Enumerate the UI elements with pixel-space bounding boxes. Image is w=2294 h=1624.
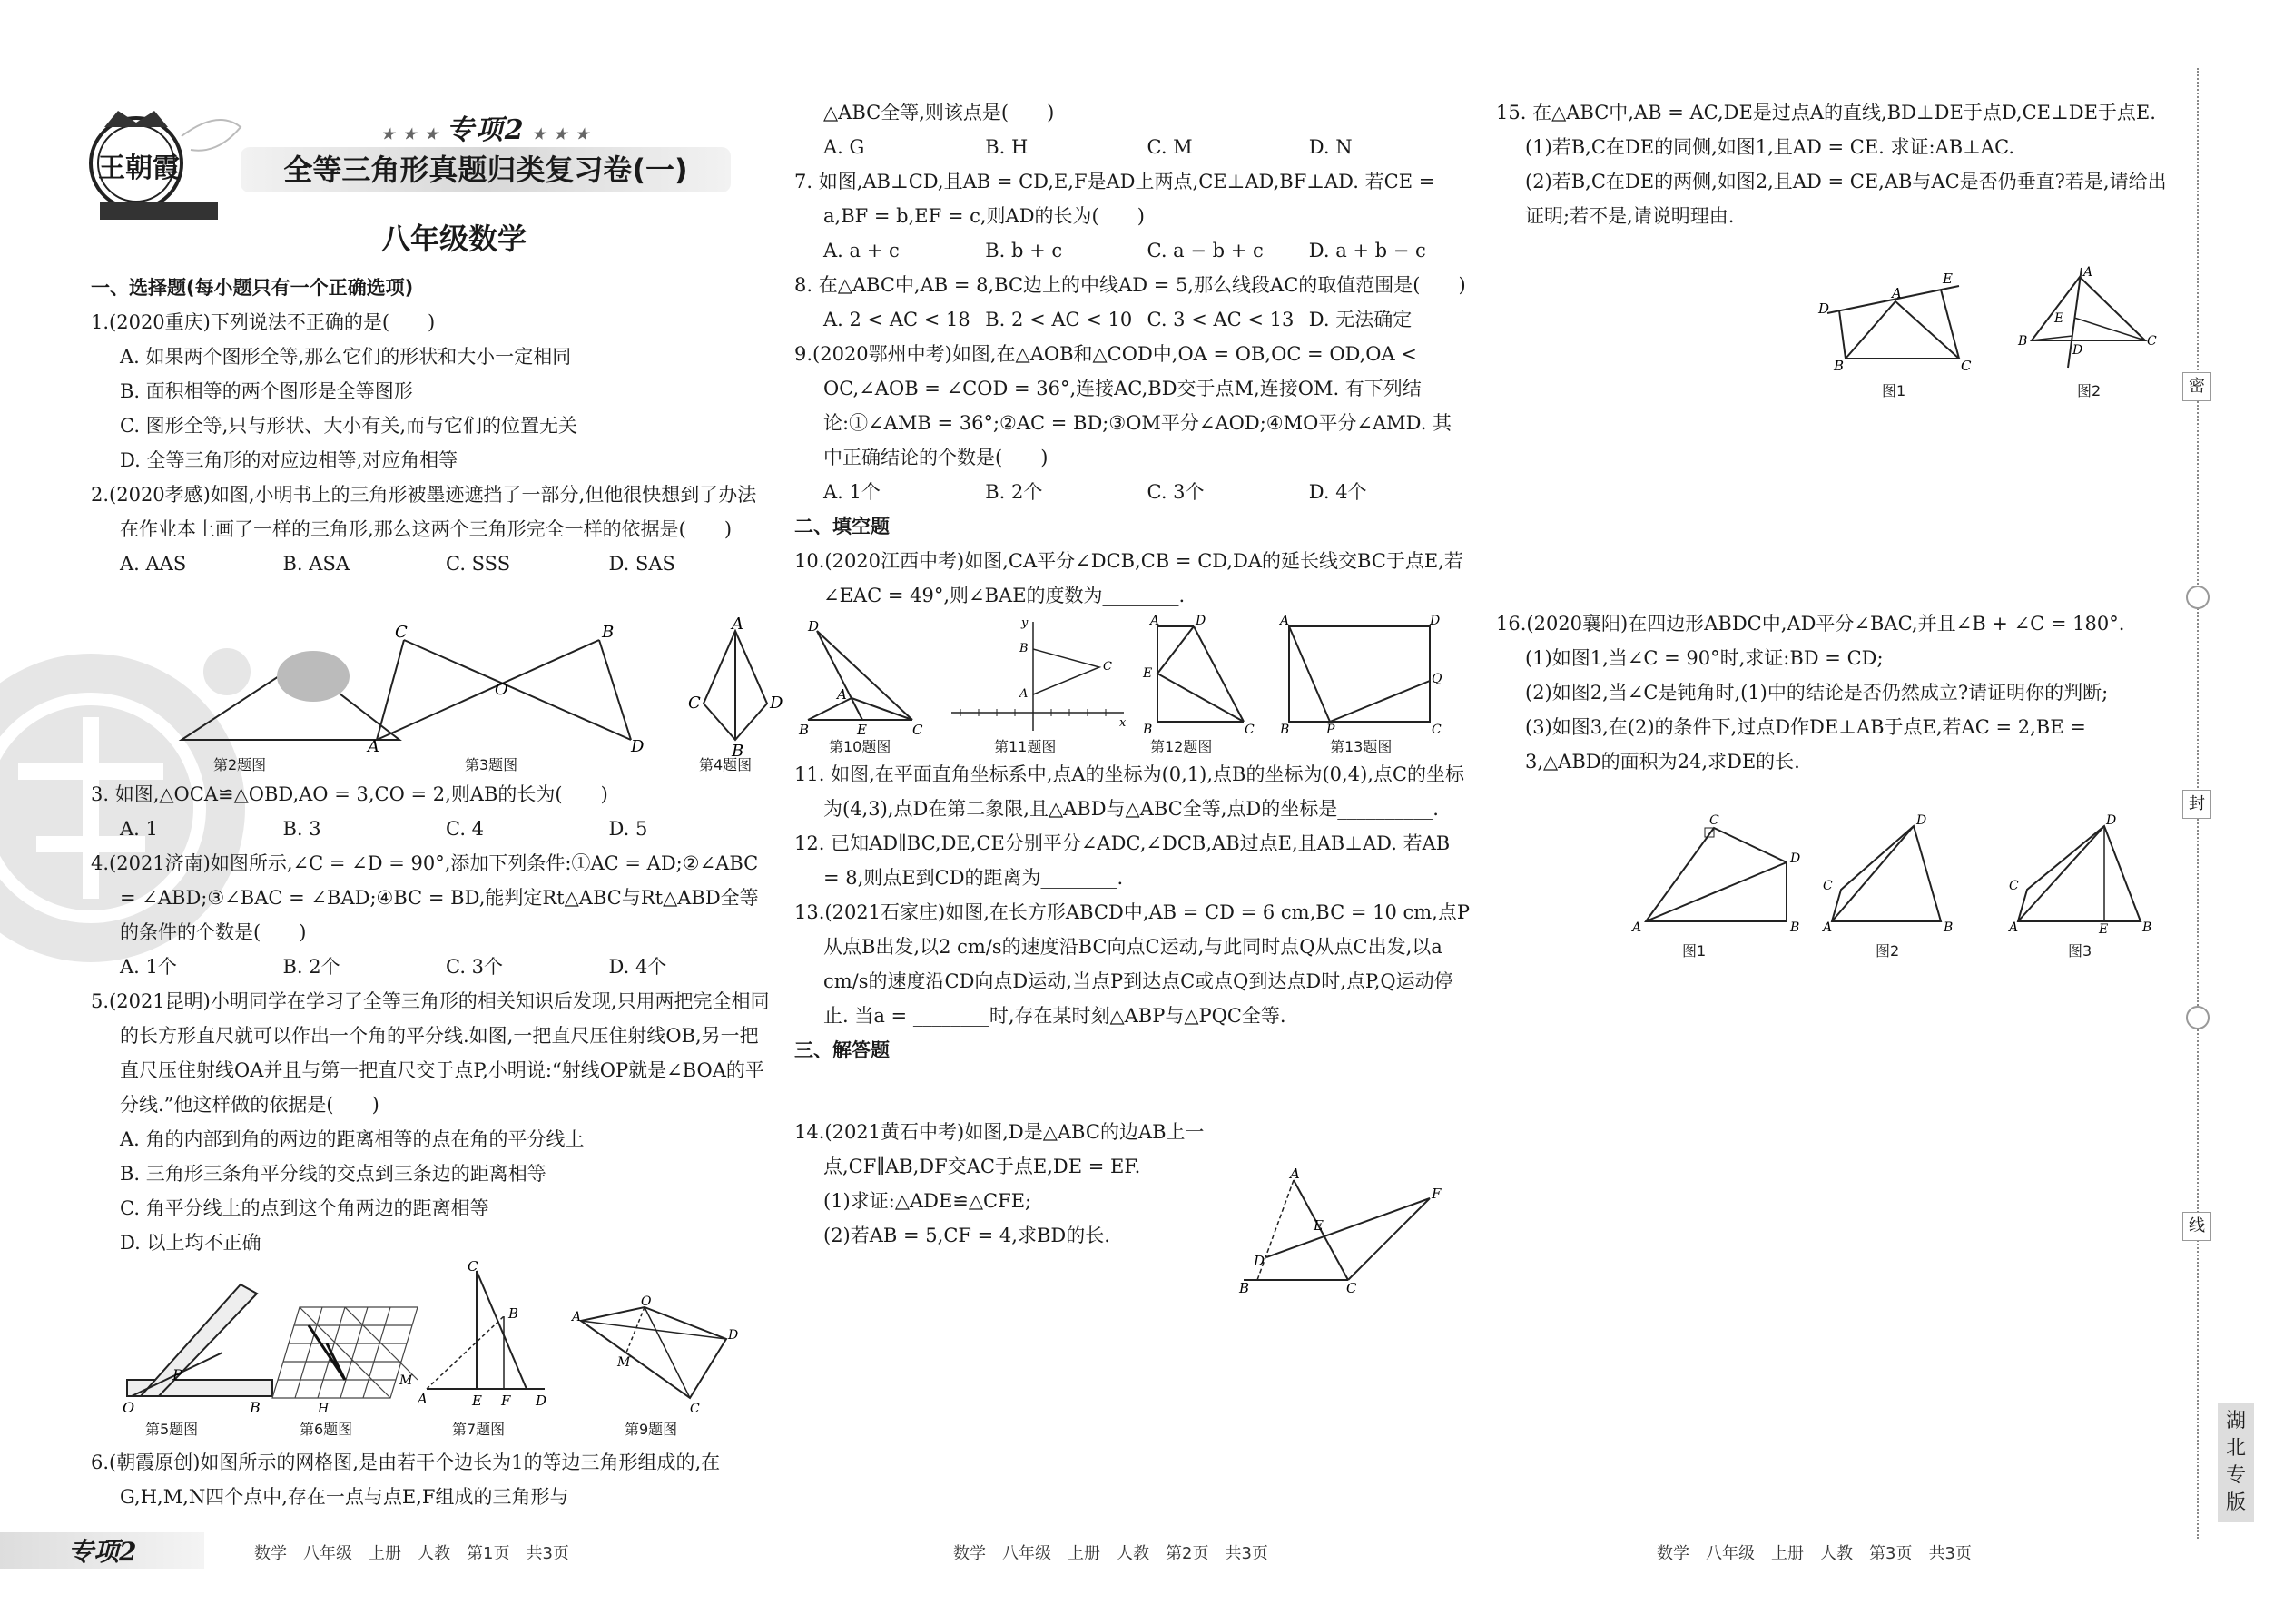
svg-text:B: B [2142, 920, 2152, 935]
footer-page-3: 数学 八年级 上册 人教 第3页 共3页 [1657, 1544, 1972, 1563]
q2-options [91, 546, 772, 581]
svg-text:D: D [2106, 813, 2117, 828]
q11-stem: 11. 如图,在平面直角坐标系中,点A的坐标为(0,1),点B的坐标为(0,4),点C的坐标为(4,3),点D在第二象限,且△ABD与△ABC全等,点D的坐标是__________. [794, 763, 1465, 820]
fig13-caption: 第13题图 [1330, 738, 1393, 755]
section-fill: 二、填空题 [794, 516, 890, 537]
q15-part-2: (2)若B,C在DE的两侧,如图2,且AD = CE,AB与AC是否仍垂直?若是,请给出证明;若不是,请说明理由. [1525, 171, 2167, 227]
svg-text:A: A [1823, 920, 1833, 935]
q1-opt-b: B. 面积相等的两个图形是全等图形 [120, 380, 413, 402]
svg-text:M: M [617, 1355, 631, 1370]
svg-text:E: E [472, 1393, 482, 1409]
q6-opt-a: A. G [823, 136, 865, 158]
q16-part-2: (2)如图2,当∠C是钝角时,(1)中的结论是否仍然成立?请证明你的判断; [1525, 682, 2109, 704]
q5-opt-b: B. 三角形三条角平分线的交点到三条边的距离相等 [120, 1163, 546, 1185]
q15-stem: 15. 在△ABC中,AB = AC,DE是过点A的直线,BD⊥DE于点D,CE⊥DE于点E. [1496, 102, 2156, 123]
fig15-1-caption: 图1 [1882, 382, 1906, 399]
fig10-caption: 第10题图 [829, 738, 891, 755]
q4-opt-d: D. 4个 [608, 956, 667, 978]
q3-opt-a: A. 1 [120, 818, 158, 840]
q9-opt-a: A. 1个 [823, 481, 881, 503]
svg-text:y: y [1021, 616, 1029, 630]
svg-text:B: B [1280, 723, 1290, 737]
svg-text:E: E [1314, 1217, 1324, 1234]
q15-part-1: (1)若B,C在DE的同侧,如图1,且AD = CE. 求证:AB⊥AC. [1525, 136, 2015, 158]
svg-text:D: D [2072, 343, 2083, 358]
svg-text:E: E [1943, 271, 1953, 287]
svg-text:C: C [690, 1402, 700, 1416]
figure-5 [123, 1280, 277, 1416]
svg-text:A: A [1632, 920, 1642, 935]
svg-text:C: C [912, 722, 923, 738]
q3-options [91, 812, 772, 846]
svg-text:B: B [1834, 358, 1845, 374]
figure-7 [418, 1258, 554, 1412]
q9-opt-c: C. 3个 [1147, 481, 1205, 503]
subtitle: 八年级数学 [381, 221, 527, 256]
svg-text:Q: Q [1432, 672, 1442, 686]
q2-opt-a: A. AAS [120, 553, 187, 575]
svg-text:A: A [418, 1391, 428, 1407]
svg-text:M: M [399, 1373, 413, 1388]
brand-name: 王朝霞 [98, 153, 180, 184]
q6-stem: 6.(朝霞原创)如图所示的网格图,是由若干个边长为1的等边三角形组成的,在G,H,M,N四个点中,存在一点与点E,F组成的三角形与 [91, 1452, 721, 1508]
figure-16-2 [1818, 813, 1973, 935]
svg-text:A: A [1290, 1166, 1300, 1182]
figure-12 [1130, 614, 1262, 737]
q5-opt-c: C. 角平分线上的点到这个角两边的距离相等 [120, 1197, 489, 1219]
figure-11 [947, 617, 1128, 735]
q4-opt-a: A. 1个 [120, 956, 177, 978]
svg-text:C: C [1245, 723, 1255, 737]
fig4-caption: 第4题图 [699, 756, 753, 773]
svg-text:C: C [688, 694, 701, 713]
figure-10 [799, 618, 930, 738]
svg-text:C: C [468, 1258, 478, 1275]
svg-text:E: E [857, 722, 867, 738]
fig2-caption: 第2题图 [213, 756, 267, 773]
q14-part-1: (1)求证:△ADE≌△CFE; [823, 1190, 1032, 1212]
fig11-caption: 第11题图 [994, 738, 1057, 755]
q7-options [794, 233, 1471, 268]
svg-text:C: C [1432, 723, 1442, 737]
svg-text:C: C [1103, 660, 1112, 674]
svg-text:B: B [2018, 334, 2028, 349]
q1-opt-c: C. 图形全等,只与形状、大小有关,而与它们的位置无关 [120, 415, 578, 437]
svg-text:O: O [123, 1399, 135, 1416]
q13-stem: 13.(2021石家庄)如图,在长方形ABCD中,AB = CD = 6 cm,BC = 10 cm,点P从点B出发,以2 cm/s的速度沿BC向点C运动,与此同时点Q从点C出发,以a cm/s的速度沿CD向点D运动,当点P到达点C或点Q到达点D时,点P,Q运动停止. 当a = ________时,存在某时刻△ABP与△PQC全等. [794, 901, 1470, 1027]
figure-15-1 [1814, 272, 1986, 372]
svg-text:B: B [1944, 920, 1954, 935]
fig15-2-caption: 图2 [2077, 382, 2102, 399]
svg-text:A: A [1019, 687, 1029, 701]
svg-text:D: D [728, 1328, 739, 1343]
svg-text:O: O [495, 680, 508, 699]
q16-stem: 16.(2020襄阳)在四边形ABDC中,AD平分∠BAC,并且∠B + ∠C = 180°. [1496, 613, 2125, 635]
q4-stem: 4.(2021济南)如图所示,∠C = ∠D = 90°,添加下列条件:①AC = AD;②∠ABC = ∠ABD;③∠BAC = ∠BAD;④BC = BD,能判定Rt△ABC与Rt△ABD全等的条件的个数是( ) [91, 852, 759, 943]
fig16-3-caption: 图3 [2068, 942, 2092, 960]
q12-stem: 12. 已知AD∥BC,DE,CE分别平分∠ADC,∠DCB,AB过点E,且AB⊥AD. 若AB = 8,则点E到CD的距离为________. [794, 832, 1451, 889]
svg-text:D: D [1916, 813, 1927, 828]
q3-stem: 3. 如图,△OCA≌△OBD,AO = 3,CO = 2,则AB的长为( ) [91, 783, 608, 805]
figure-14 [1239, 1166, 1448, 1296]
q2-opt-d: D. SAS [608, 553, 675, 575]
q9-opt-b: B. 2个 [985, 481, 1043, 503]
fig5-caption: 第5题图 [145, 1421, 199, 1438]
q8-opt-a: A. 2 < AC < 18 [823, 309, 970, 330]
svg-text:E: E [2054, 311, 2064, 326]
q7-opt-d: D. a + b − c [1308, 240, 1426, 261]
svg-text:C: C [1709, 813, 1719, 828]
footer-series-label: 专项2 [68, 1537, 137, 1567]
svg-text:A: A [1280, 614, 1290, 628]
q1-stem: 1.(2020重庆)下列说法不正确的是( ) [91, 311, 436, 333]
fig16-1-caption: 图1 [1682, 942, 1707, 960]
q8-opt-c: C. 3 < AC < 13 [1147, 309, 1295, 330]
q1-opt-a: A. 如果两个图形全等,那么它们的形状和大小一定相同 [120, 346, 572, 368]
fig7-caption: 第7题图 [452, 1421, 506, 1438]
q7-opt-c: C. a − b + c [1147, 240, 1264, 261]
svg-text:D: D [1790, 851, 1801, 866]
svg-text:A: A [572, 1310, 582, 1324]
q3-opt-d: D. 5 [608, 818, 648, 840]
q2-opt-b: B. ASA [282, 553, 350, 575]
footer-page-1: 数学 八年级 上册 人教 第1页 共3页 [254, 1544, 569, 1563]
q14-part-2: (2)若AB = 5,CF = 4,求BD的长. [823, 1225, 1110, 1246]
q3-opt-b: B. 3 [282, 818, 321, 840]
svg-text:P: P [1326, 723, 1335, 737]
q7-opt-b: B. b + c [985, 240, 1063, 261]
binding-hole-icon [2186, 1006, 2210, 1029]
fig12-caption: 第12题图 [1150, 738, 1213, 755]
svg-text:H: H [318, 1402, 330, 1416]
q16-part-3: (3)如图3,在(2)的条件下,过点D作DE⊥AB于点E,若AC = 2,BE = 3,△ABD的面积为24,求DE的长. [1525, 716, 2086, 773]
q2-stem: 2.(2020孝感)如图,小明书上的三角形被墨迹遮挡了一部分,但他很快想到了办法在作业本上画了一样的三角形,那么这两个三角形完全一样的依据是( ) [91, 484, 757, 540]
q6-opt-d: D. N [1308, 136, 1353, 158]
q9-stem: 9.(2020鄂州中考)如图,在△AOB和△COD中,OA = OB,OC = OD,OA < OC,∠AOB = ∠COD = 36°,连接AC,BD交于点M,连接OM. 有下列结论:①∠AMB = 36°;②AC = BD;③OM平分∠AOD;④MO平分∠AMD. 其中正确结论的个数是( ) [794, 343, 1452, 468]
svg-text:D: D [1254, 1253, 1265, 1269]
svg-text:P: P [172, 1366, 182, 1383]
fig16-2-caption: 图2 [1876, 942, 1900, 960]
page-title: 全等三角形真题归类复习卷(一) [283, 153, 688, 187]
svg-text:B: B [508, 1305, 519, 1322]
svg-text:A: A [2009, 920, 2019, 935]
footer-page-2: 数学 八年级 上册 人教 第2页 共3页 [953, 1544, 1268, 1563]
q8-opt-b: B. 2 < AC < 10 [985, 309, 1133, 330]
q6-opt-b: B. H [985, 136, 1029, 158]
svg-text:E: E [2099, 922, 2109, 937]
svg-text:D: D [1818, 300, 1830, 317]
svg-text:A: A [2083, 265, 2093, 280]
svg-text:D: D [808, 618, 820, 635]
svg-text:D: D [770, 694, 783, 713]
q4-options [91, 950, 772, 984]
svg-text:F: F [501, 1393, 511, 1409]
svg-text:D: D [1430, 614, 1441, 628]
figure-4 [672, 615, 799, 761]
q7-stem: 7. 如图,AB⊥CD,且AB = CD,E,F是AD上两点,CE⊥AD,BF⊥AD. 若CE = a,BF = b,EF = c,则AD的长为( ) [794, 171, 1435, 227]
q3-opt-c: C. 4 [446, 818, 485, 840]
q1-opt-d: D. 全等三角形的对应边相等,对应角相等 [120, 449, 458, 471]
q8-options [794, 302, 1471, 337]
figure-3 [368, 623, 649, 756]
fig9-caption: 第9题图 [625, 1421, 678, 1438]
q5-opt-d: D. 以上均不正确 [120, 1232, 261, 1254]
figure-15-2 [2018, 263, 2157, 372]
q8-stem: 8. 在△ABC中,AB = 8,BC边上的中线AD = 5,那么线段AC的取值范围是( ) [794, 274, 1466, 296]
q4-opt-b: B. 2个 [282, 956, 340, 978]
q5-opt-a: A. 角的内部到角的两边的距离相等的点在角的平分线上 [120, 1128, 585, 1150]
binding-char-1: 密 [2182, 372, 2211, 401]
svg-text:C: C [1346, 1280, 1357, 1296]
svg-text:A: A [732, 615, 743, 634]
svg-text:A: A [837, 686, 847, 703]
q4-opt-c: C. 3个 [446, 956, 504, 978]
svg-text:B: B [1239, 1280, 1250, 1296]
svg-text:C: C [1961, 358, 1972, 374]
fig6-caption: 第6题图 [300, 1421, 353, 1438]
svg-text:C: C [1823, 879, 1833, 893]
q8-opt-d: D. 无法确定 [1308, 309, 1413, 330]
fig3-caption: 第3题图 [465, 756, 518, 773]
section-choice: 一、选择题(每小题只有一个正确选项) [91, 277, 414, 299]
q2-opt-c: C. SSS [446, 553, 511, 575]
q14-stem: 14.(2021黄石中考)如图,D是△ABC的边AB上一点,CF∥AB,DF交AC于点E,DE = EF. [794, 1121, 1205, 1177]
svg-text:B: B [602, 623, 615, 642]
svg-text:D: D [536, 1393, 547, 1409]
star-icons: ★ ★ ★ [381, 125, 447, 143]
edition-tag: 湖北专版 [2218, 1403, 2254, 1522]
svg-text:B: B [1790, 920, 1800, 935]
figure-9 [572, 1294, 753, 1416]
svg-text:A: A [1892, 285, 1902, 301]
figure-16-1 [1632, 813, 1814, 935]
svg-text:A: A [1150, 614, 1160, 628]
svg-text:E: E [1143, 666, 1153, 681]
svg-text:O: O [641, 1294, 652, 1309]
svg-text:B: B [799, 722, 810, 738]
svg-text:B: B [250, 1399, 261, 1416]
binding-char-2: 封 [2182, 790, 2211, 819]
svg-text:C: C [2147, 334, 2157, 349]
section-solve: 三、解答题 [794, 1039, 890, 1061]
q9-options [794, 475, 1471, 509]
svg-text:F: F [1432, 1186, 1442, 1202]
q9-opt-d: D. 4个 [1308, 481, 1367, 503]
svg-text:C: C [2009, 879, 2019, 893]
svg-text:A: A [368, 737, 379, 756]
svg-text:C: C [395, 623, 408, 642]
svg-text:x: x [1119, 716, 1127, 730]
title-banner [241, 147, 731, 192]
svg-text:B: B [732, 742, 744, 761]
svg-text:B: B [1019, 642, 1029, 655]
figure-6 [272, 1298, 427, 1416]
svg-text:B: B [1143, 723, 1153, 737]
q6-stem-cont: △ABC全等,则该点是( ) [823, 102, 1055, 123]
q6-opt-c: C. M [1147, 136, 1193, 158]
q6-options [794, 130, 1471, 164]
binding-char-3: 线 [2182, 1212, 2211, 1241]
figure-13 [1275, 614, 1443, 737]
q7-opt-a: A. a + c [823, 240, 900, 261]
svg-text:D: D [1196, 614, 1206, 628]
series-label: ★ ★ ★ 专项2 ★ ★ ★ [381, 114, 591, 146]
svg-text:D: D [631, 737, 645, 756]
figure-16-3 [2004, 813, 2168, 937]
q5-stem: 5.(2021昆明)小明同学在学习了全等三角形的相关知识后发现,只用两把完全相同的长方形直尺就可以作出一个角的平分线.如图,一把直尺压住射线OB,另一把直尺压住射线OA并且与第一把直尺交于点P,小明说:“射线OP就是∠BOA的平分线.”他这样做的依据是( ) [91, 990, 770, 1116]
q16-part-1: (1)如图1,当∠C = 90°时,求证:BD = CD; [1525, 647, 1884, 669]
binding-hole-icon [2186, 586, 2210, 609]
q10-stem: 10.(2020江西中考)如图,CA平分∠DCB,CB = CD,DA的延长线交BC于点E,若∠EAC = 49°,则∠BAE的度数为________. [794, 550, 1463, 606]
